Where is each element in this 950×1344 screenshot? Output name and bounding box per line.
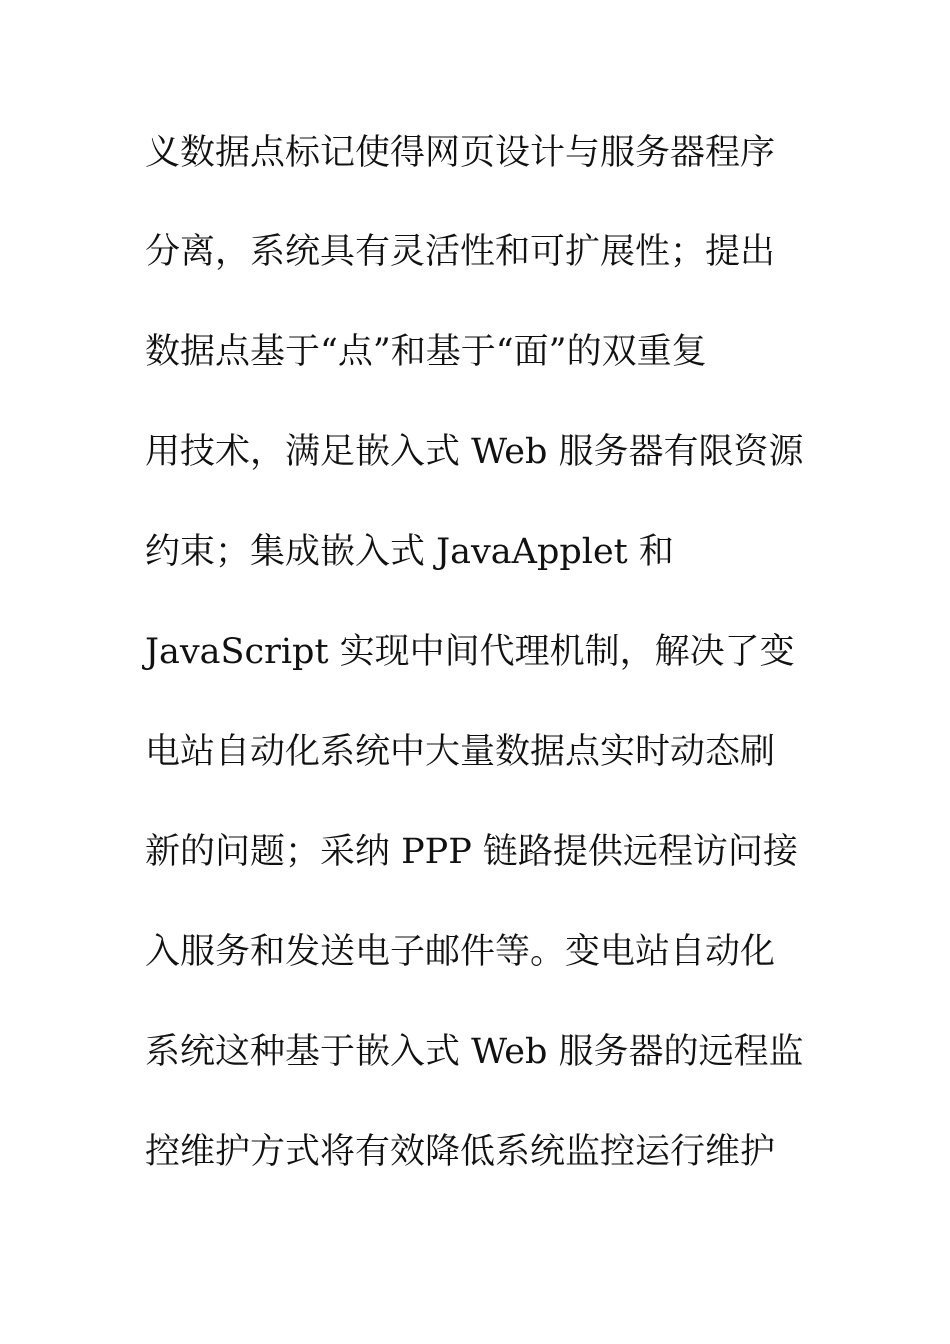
text-line: 义数据点标记使得网页设计与服务器程序 [145, 133, 776, 173]
text-line: 系统这种基于嵌入式 Web 服务器的远程监 [145, 1032, 804, 1072]
text-line: 入服务和发送电子邮件等。变电站自动化 [145, 932, 776, 972]
text-line: JavaScript 实现中间代理机制，解决了变 [145, 632, 795, 672]
text-line: 用技术，满足嵌入式 Web 服务器有限资源 [145, 432, 804, 472]
text-line: 新的问题；采纳 PPP 链路提供远程访问接 [145, 832, 798, 872]
text-line: 约束；集成嵌入式 JavaApplet 和 [145, 532, 674, 572]
text-line: 控维护方式将有效降低系统监控运行维护 [145, 1132, 776, 1172]
text-line: 分离，系统具有灵活性和可扩展性；提出 [145, 232, 776, 272]
text-line: 数据点基于“点”和基于“面”的双重复 [145, 332, 707, 372]
text-line: 电站自动化系统中大量数据点实时动态刷 [145, 732, 776, 772]
